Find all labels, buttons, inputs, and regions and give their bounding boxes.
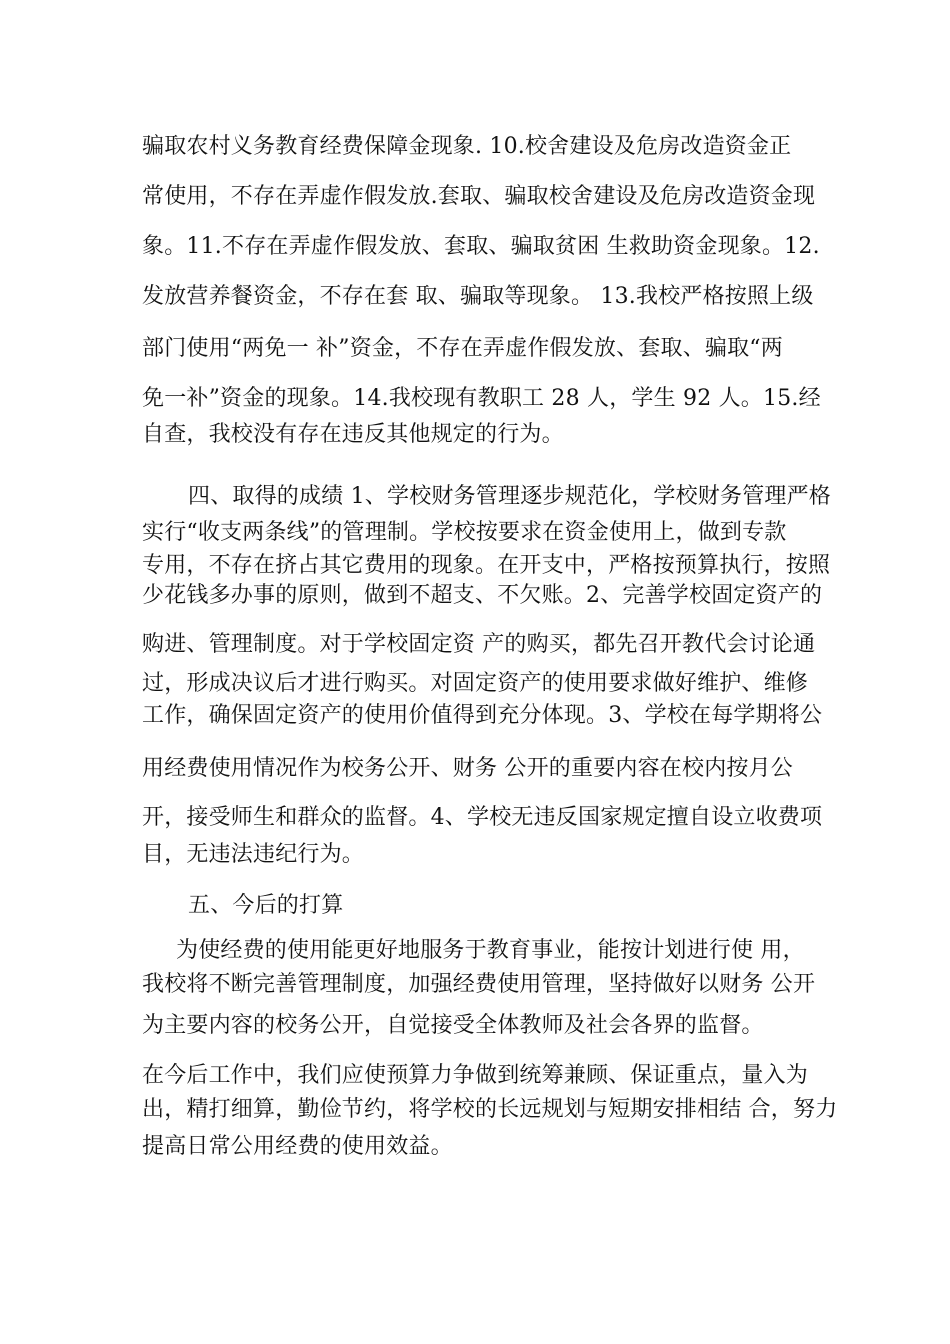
text-line: 过，形成决议后才进行购买。对固定资产的使用要求做好维护、维修	[142, 671, 809, 696]
text-line: 自查，我校没有存在违反其他规定的行为。	[142, 422, 564, 447]
text-line: 少花钱多办事的原则，做到不超支、不欠账。2、完善学校固定资产的	[142, 583, 823, 608]
text-line: 发放营养餐资金，不存在套 取、骗取等现象。 13.我校严格按照上级	[142, 284, 814, 309]
text-line: 象。11.不存在弄虚作假发放、套取、骗取贫困 生救助资金现象。12.	[142, 234, 820, 259]
text-line: 实行“收支两条线”的管理制。学校按要求在资金使用上，做到专款	[142, 520, 787, 545]
text-line: 开，接受师生和群众的监督。4、学校无违反国家规定擅自设立收费项	[142, 805, 823, 830]
text-line: 部门使用“两免一 补”资金，不存在弄虚作假发放、套取、骗取“两	[142, 336, 783, 361]
text-line: 购进、管理制度。对于学校固定资 产的购买，都先召开教代会讨论通	[142, 632, 816, 657]
text-line: 常使用，不存在弄虚作假发放.套取、骗取校舍建设及危房改造资金现	[142, 184, 816, 209]
text-line: 提高日常公用经费的使用效益。	[142, 1134, 453, 1159]
text-line: 为主要内容的校务公开，自觉接受全体教师及社会各界的监督。	[142, 1013, 764, 1038]
section-heading-plans: 五、今后的打算	[188, 893, 344, 918]
text-line: 骗取农村义务教育经费保障金现象. 10.校舍建设及危房改造资金正	[142, 134, 792, 159]
section-heading-achievements: 四、取得的成绩 1、学校财务管理逐步规范化，学校财务管理严格	[188, 484, 831, 509]
text-line: 专用，不存在挤占其它费用的现象。在开支中，严格按预算执行，按照	[142, 553, 831, 578]
text-line: 目，无违法违纪行为。	[142, 842, 365, 867]
text-line: 工作，确保固定资产的使用价值得到充分体现。3、学校在每学期将公	[142, 703, 823, 728]
text-line: 用经费使用情况作为校务公开、财务 公开的重要内容在校内按月公	[142, 756, 793, 781]
text-line: 出，精打细算，勤俭节约，将学校的长远规划与短期安排相结 合，努力	[142, 1097, 838, 1122]
text-line: 免一补”资金的现象。14.我校现有教职工 28 人，学生 92 人。15.经	[142, 386, 821, 411]
text-line: 我校将不断完善管理制度，加强经费使用管理，坚持做好以财务 公开	[142, 972, 816, 997]
text-line: 在今后工作中，我们应使预算力争做到统筹兼顾、保证重点，量入为	[142, 1063, 809, 1088]
text-line: 为使经费的使用能更好地服务于教育事业，能按计划进行使 用，	[176, 938, 805, 963]
